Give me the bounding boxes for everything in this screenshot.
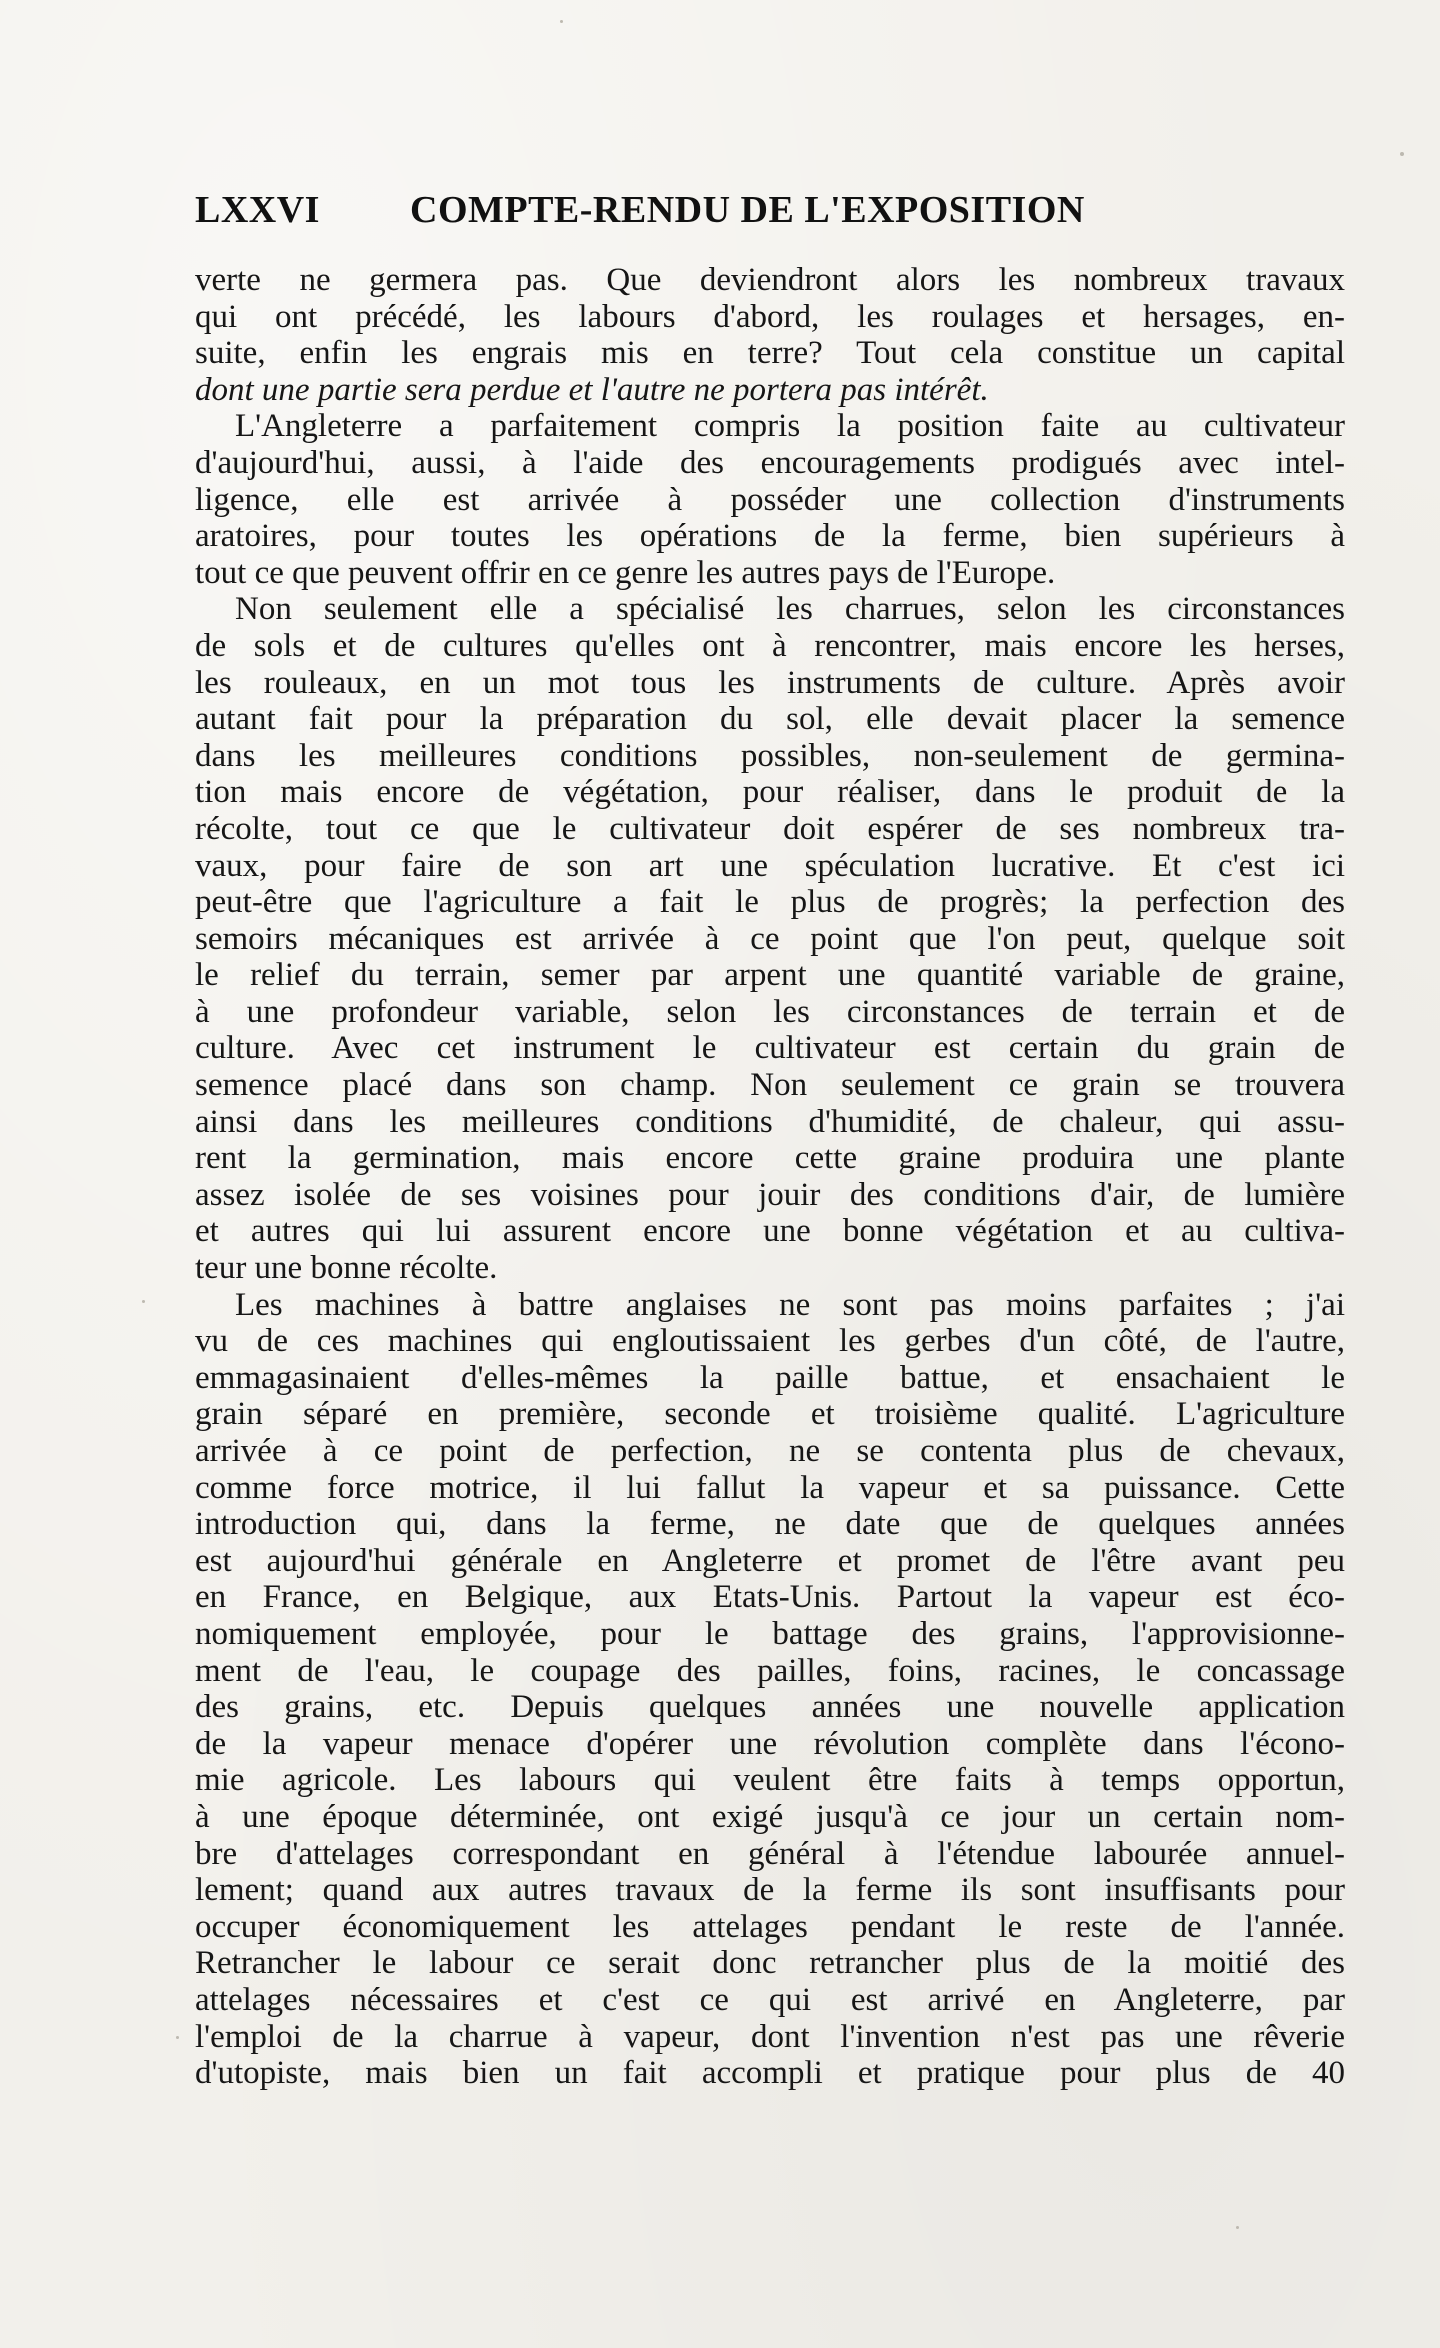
text-line: semence placé dans son champ. Non seulement ce grain se trouvera — [195, 1067, 1345, 1104]
text-line: aratoires, pour toutes les opérations de la ferme, bien supérieurs à — [195, 518, 1345, 555]
text-line: attelages nécessaires et c'est ce qui est arrivé en Angleterre, par — [195, 1981, 1345, 2018]
text-line: lement; quand aux autres travaux de la ferme ils sont insuffisants pour — [195, 1872, 1345, 1909]
text-line: récolte, tout ce que le cultivateur doit espérer de ses nombreux tra- — [195, 810, 1345, 847]
text-body — [195, 262, 1345, 2092]
text-line: verte ne germera pas. Que deviendront alors les nombreux travaux — [195, 262, 1345, 298]
text-line: emmagasinaient d'elles-mêmes la paille battue, et ensachaient le — [195, 1359, 1345, 1396]
text-line: dont une partie sera perdue et l'autre ne portera pas intérêt. — [195, 371, 989, 408]
text-line: bre d'attelages correspondant en général à l'étendue labourée annuel- — [195, 1835, 1345, 1872]
text-line: ligence, elle est arrivée à posséder une collection d'instruments — [195, 481, 1345, 518]
text-line: teur une bonne récolte. — [195, 1250, 498, 1287]
text-line: autant fait pour la préparation du sol, elle devait placer la semence — [195, 701, 1345, 738]
text-line: est aujourd'hui générale en Angleterre et promet de l'être avant peu — [195, 1542, 1345, 1579]
text-line: nomiquement employée, pour le battage des grains, l'approvisionne- — [195, 1615, 1345, 1652]
text-line: de sols et de cultures qu'elles ont à rencontrer, mais encore les herses, — [195, 627, 1345, 664]
text-line: d'aujourd'hui, aussi, à l'aide des encouragements prodigués avec intel- — [195, 444, 1345, 481]
text-line: ainsi dans les meilleures conditions d'humidité, de chaleur, qui assu- — [195, 1103, 1345, 1140]
page-number: LXXVI — [195, 189, 320, 231]
text-line: peut-être que l'agriculture a fait le plus de progrès; la perfection des — [195, 884, 1345, 921]
text-line: vu de ces machines qui engloutissaient les gerbes d'un côté, de l'autre, — [195, 1323, 1345, 1360]
text-line: assez isolée de ses voisines pour jouir des conditions d'air, de lumière — [195, 1176, 1345, 1213]
text-line: d'utopiste, mais bien un fait accompli et pratique pour plus de 40 — [195, 2055, 1345, 2092]
text-line: tion mais encore de végétation, pour réaliser, dans le produit de la — [195, 774, 1345, 811]
text-line: Les machines à battre anglaises ne sont pas moins parfaites ; j'ai — [235, 1286, 1345, 1323]
text-line: culture. Avec cet instrument le cultivateur est certain du grain de — [195, 1030, 1345, 1067]
text-line: ment de l'eau, le coupage des pailles, foins, racines, le concassage — [195, 1652, 1345, 1689]
paper-speck — [176, 2036, 179, 2039]
text-line: le relief du terrain, semer par arpent une quantité variable de graine, — [195, 957, 1345, 994]
text-line: grain séparé en première, seconde et troisième qualité. L'agriculture — [195, 1396, 1345, 1433]
text-line: Retrancher le labour ce serait donc retrancher plus de la moitié des — [195, 1945, 1345, 1982]
text-line: dans les meilleures conditions possibles, non-seulement de germina- — [195, 737, 1345, 774]
text-line: L'Angleterre a parfaitement compris la position faite au cultivateur — [235, 408, 1345, 445]
text-line: vaux, pour faire de son art une spéculation lucrative. Et c'est ici — [195, 847, 1345, 884]
text-line: tout ce que peuvent offrir en ce genre les autres pays de l'Europe. — [195, 554, 1056, 591]
text-line: à une époque déterminée, ont exigé jusqu'à ce jour un certain nom- — [195, 1798, 1345, 1835]
text-line: et autres qui lui assurent encore une bonne végétation et au cultiva- — [195, 1213, 1345, 1250]
text-line: des grains, etc. Depuis quelques années une nouvelle application — [195, 1689, 1345, 1726]
text-line: mie agricole. Les labours qui veulent être faits à temps opportun, — [195, 1762, 1345, 1799]
text-line: les rouleaux, en un mot tous les instruments de culture. Après avoir — [195, 664, 1345, 701]
text-line: suite, enfin les engrais mis en terre? Tout cela constitue un capital — [195, 335, 1345, 372]
paper-speck — [142, 1300, 145, 1303]
paper-speck — [1400, 152, 1404, 156]
text-line: arrivée à ce point de perfection, ne se contenta plus de chevaux, — [195, 1433, 1345, 1469]
text-line: comme force motrice, il lui fallut la vapeur et sa puissance. Cette — [195, 1469, 1345, 1506]
text-line: en France, en Belgique, aux Etats-Unis. Partout la vapeur est éco- — [195, 1579, 1345, 1616]
text-line: rent la germination, mais encore cette graine produira une plante — [195, 1140, 1345, 1177]
paper-speck — [1236, 2226, 1239, 2229]
text-line: occuper économiquement les attelages pendant le reste de l'année. — [195, 1908, 1345, 1945]
paper-speck — [560, 20, 563, 23]
text-line: de la vapeur menace d'opérer une révolution complète dans l'écono- — [195, 1725, 1345, 1762]
text-line: qui ont précédé, les labours d'abord, les roulages et hersages, en- — [195, 298, 1345, 335]
running-title: COMPTE-RENDU DE L'EXPOSITION — [410, 189, 1085, 231]
text-line: à une profondeur variable, selon les circonstances de terrain et de — [195, 993, 1345, 1030]
text-line: Non seulement elle a spécialisé les charrues, selon les circonstances — [235, 591, 1345, 628]
text-line: l'emploi de la charrue à vapeur, dont l'invention n'est pas une rêverie — [195, 2018, 1345, 2055]
text-line: semoirs mécaniques est arrivée à ce point que l'on peut, quelque soit — [195, 920, 1345, 957]
text-line: introduction qui, dans la ferme, ne date que de quelques années — [195, 1506, 1345, 1543]
